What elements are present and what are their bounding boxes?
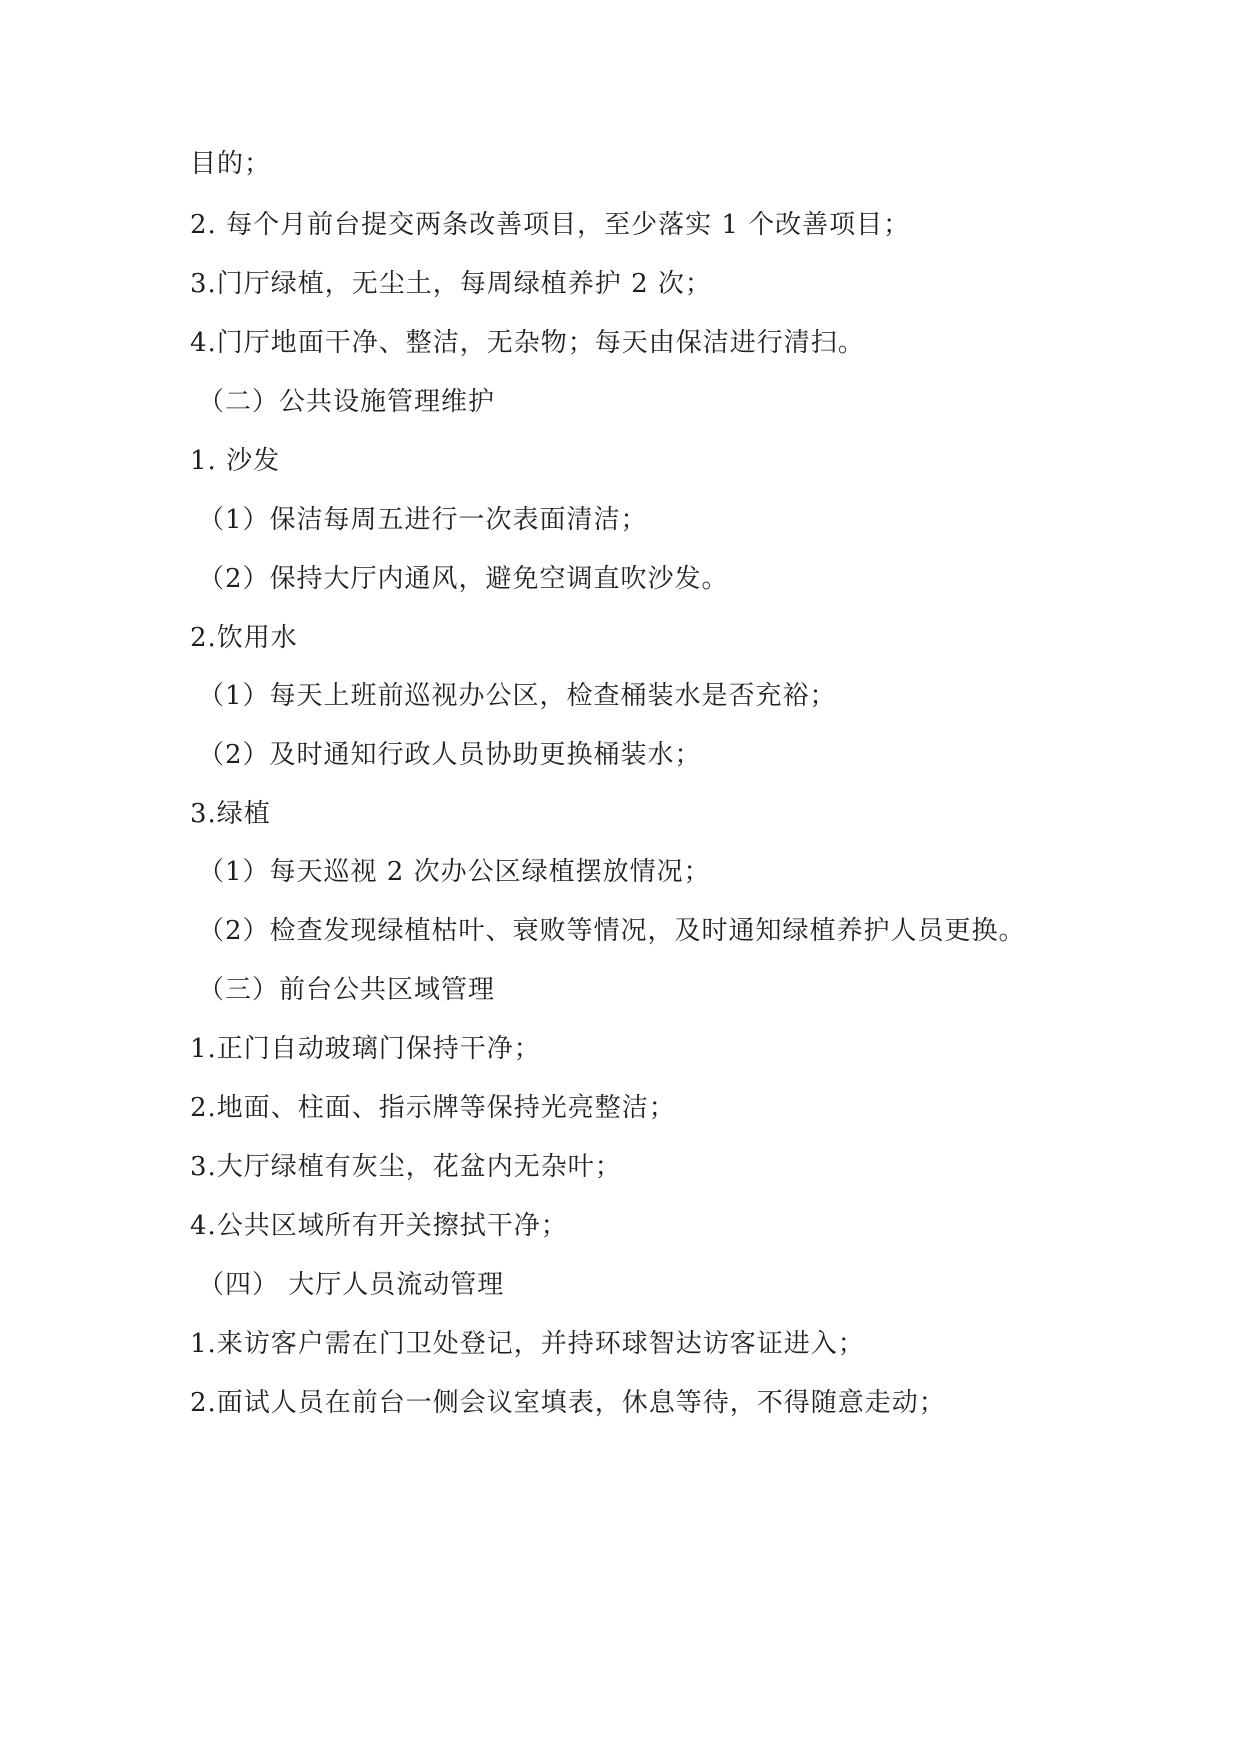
section-heading-hall-personnel-flow: （四） 大厅人员流动管理 bbox=[198, 1270, 505, 1300]
text-line-floor-signage: 2.地面、柱面、指示牌等保持光亮整洁； bbox=[190, 1093, 676, 1123]
text-line-plant-inspection: （1）每天巡视 2 次办公区绿植摆放情况； bbox=[198, 857, 711, 887]
text-line-switches: 4.公共区域所有开关擦拭干净； bbox=[190, 1211, 568, 1241]
text-line-visitor-registration: 1.来访客户需在门卫处登记，并持环球智达访客证进入； bbox=[190, 1329, 865, 1359]
text-line-purpose-end: 目的； bbox=[190, 149, 272, 179]
text-line-water-replacement: （2）及时通知行政人员协助更换桶装水； bbox=[198, 740, 702, 770]
subheading-sofa: 1. 沙发 bbox=[190, 446, 281, 476]
text-line-lobby-floor: 4.门厅地面干净、整洁，无杂物；每天由保洁进行清扫。 bbox=[190, 328, 865, 358]
section-heading-front-desk-public-area: （三）前台公共区域管理 bbox=[198, 975, 496, 1005]
subheading-drinking-water: 2.饮用水 bbox=[190, 623, 298, 653]
text-line-plant-replacement: （2）检查发现绿植枯叶、衰败等情况，及时通知绿植养护人员更换。 bbox=[198, 916, 1026, 946]
text-line-sofa-ventilation: （2）保持大厅内通风，避免空调直吹沙发。 bbox=[198, 564, 729, 594]
text-line-improvement-items: 2. 每个月前台提交两条改善项目，至少落实 1 个改善项目； bbox=[190, 210, 911, 240]
text-line-sofa-cleaning: （1）保洁每周五进行一次表面清洁； bbox=[198, 505, 648, 535]
text-line-glass-door: 1.正门自动玻璃门保持干净； bbox=[190, 1034, 541, 1064]
text-line-hall-plants: 3.大厅绿植有灰尘，花盆内无杂叶； bbox=[190, 1152, 622, 1182]
section-heading-public-facilities: （二）公共设施管理维护 bbox=[198, 387, 496, 417]
subheading-green-plants: 3.绿植 bbox=[190, 799, 271, 829]
text-line-water-inspection: （1）每天上班前巡视办公区，检查桶装水是否充裕； bbox=[198, 681, 837, 711]
text-line-lobby-plants: 3.门厅绿植，无尘土，每周绿植养护 2 次； bbox=[190, 269, 712, 299]
text-line-interviewees: 2.面试人员在前台一侧会议室填表，休息等待，不得随意走动； bbox=[190, 1388, 946, 1418]
